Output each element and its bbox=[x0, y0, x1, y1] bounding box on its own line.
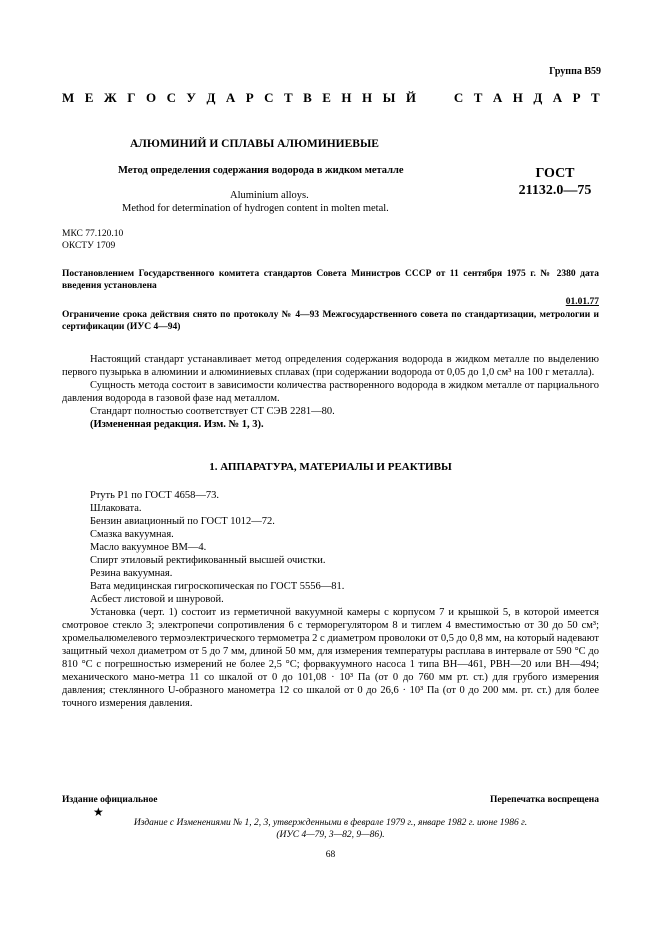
banner-letter: А bbox=[552, 90, 563, 105]
footer-row bbox=[62, 795, 599, 805]
banner-letter: Е bbox=[84, 90, 94, 105]
list-item: Резина вакуумная. bbox=[90, 568, 173, 579]
banner-letter: У bbox=[186, 90, 196, 105]
banner-letter: В bbox=[303, 90, 312, 105]
gost-number: 21132.0—75 bbox=[518, 183, 592, 198]
list-item: Бензин авиационный по ГОСТ 1012—72. bbox=[90, 516, 275, 527]
banner-letter: М bbox=[62, 90, 75, 105]
banner-letter: Ж bbox=[103, 90, 117, 105]
banner-letter: Д bbox=[533, 90, 543, 105]
banner-letter: А bbox=[225, 90, 236, 105]
reprint-prohibited-label: Перепечатка воспрещена bbox=[489, 795, 599, 805]
introduction-date: 01.01.77 bbox=[565, 297, 599, 307]
banner-letter: Т bbox=[591, 90, 600, 105]
intro-paragraph-3: Стандарт полностью соответствует СТ СЭВ 2281—80. bbox=[90, 406, 335, 417]
banner-letter: Р bbox=[572, 90, 581, 105]
official-edition-label: Издание официальное bbox=[62, 795, 158, 805]
document-title: АЛЮМИНИЙ И СПЛАВЫ АЛЮМИНИЕВЫЕ bbox=[130, 138, 379, 150]
classification-codes bbox=[62, 228, 123, 252]
banner-letter: Е bbox=[322, 90, 331, 105]
banner-letter: С bbox=[264, 90, 274, 105]
amendment-note: (Измененная редакция. Изм. № 1, 3). bbox=[90, 419, 264, 430]
english-title-line2: Method for determination of hydrogen content in molten metal. bbox=[122, 203, 389, 214]
banner-letter bbox=[426, 90, 429, 106]
gost-label: ГОСТ bbox=[535, 166, 575, 181]
materials-list bbox=[62, 489, 599, 710]
banner-letter: А bbox=[492, 90, 503, 105]
list-item: Смазка вакуумная. bbox=[90, 529, 174, 540]
limitation-text: Ограничение срока действия снято по протоколу № 4—93 Межгосударственного совета по стандартизации, метрологии и сертификации (ИУС 4—94) bbox=[62, 310, 599, 332]
star-icon: ★ bbox=[93, 805, 104, 819]
document-subtitle: Метод определения содержания водорода в жидком металле bbox=[118, 165, 404, 176]
banner-letter: Н bbox=[341, 90, 352, 105]
page-number: 68 bbox=[325, 850, 336, 860]
banner-letter: С bbox=[166, 90, 176, 105]
banner-letter: Д bbox=[206, 90, 216, 105]
section-heading: 1. АППАРАТУРА, МАТЕРИАЛЫ И РЕАКТИВЫ bbox=[209, 461, 452, 473]
banner-letter: Т bbox=[284, 90, 293, 105]
group-code: Группа В59 bbox=[549, 66, 601, 77]
banner-letter: Ы bbox=[382, 90, 396, 105]
banner-letter: Р bbox=[245, 90, 254, 105]
list-item: Асбест листовой и шнуровой. bbox=[90, 594, 224, 605]
edition-note-line1: Издание с Изменениями № 1, 2, 3, утвержденными в феврале 1979 г., январе 1982 г. июне 1986 г. bbox=[133, 818, 528, 828]
resolution-text: Постановлением Государственного комитета стандартов Совета Министров СССР от 11 сентября 1975 г. № 2380 дата введения установлена bbox=[62, 269, 599, 291]
gost-designation bbox=[500, 165, 610, 199]
banner-letter: Н bbox=[362, 90, 373, 105]
list-item: Шлаковата. bbox=[90, 503, 142, 514]
banner-letter bbox=[440, 90, 443, 106]
english-title-line1: Aluminium alloys. bbox=[230, 190, 309, 201]
banner-letter: Й bbox=[405, 90, 416, 105]
list-item: Спирт этиловый ректификованный высшей очистки. bbox=[90, 555, 326, 566]
list-item: Масло вакуумное ВМ—4. bbox=[90, 542, 207, 553]
intro-section bbox=[62, 353, 599, 431]
banner-letter: Г bbox=[127, 90, 136, 105]
list-item: Вата медицинская гигроскопическая по ГОСТ 5556—81. bbox=[90, 581, 345, 592]
banner-letter: Т bbox=[473, 90, 483, 105]
list-item: Ртуть Р1 по ГОСТ 4658—73. bbox=[90, 490, 219, 501]
banner-letter: С bbox=[453, 90, 464, 105]
intro-paragraph-1: Настоящий стандарт устанавливает метод определения содержания водорода в жидком металле по выделению первого пузырька в алюминии и алюминиевых сплавах (при содержании водорода от 0,05 до 1,0 см³ на 100 г металла). bbox=[62, 354, 599, 378]
oksty-code: ОКСТУ 1709 bbox=[62, 241, 116, 251]
banner-letter: Н bbox=[512, 90, 523, 105]
mks-code: МКС 77.120.10 bbox=[62, 229, 124, 239]
standard-banner bbox=[62, 90, 600, 106]
installation-paragraph: Установка (черт. 1) состоит из герметичной вакуумной камеры с корпусом 7 и крышкой 5, в которой имеется смотровое стекло 3; электропечи сопротивления 6 с терморегулятором 8 и тиглем 4 вместимостью от 30 до 50 см³; хромельалюмелевого термоэлектрического термометра 2 с диаметром проволоки от 0,5 до 0,8 мм, на который надевают защитный чехол диаметром от 5 до 7 мм, длиной 50 мм, для измерения температуры расплава в интервале от 590 °С до 810 °С с погрешностью измерений не более 2,5 °С; форвакуумного насоса 1 типа ВН—461, РВН—20 или ВН—494; механического мано-метра 11 со шкалой от 0 до 101,08 · 10³ Па (от 0 до 760 мм рт. ст.) для грубого измерения давления; стеклянного U-образного манометра 12 со шкалой от 0 до 26,6 · 10³ Па (от 0 до 200 мм. рт. ст.) для более точного измерения давления. bbox=[62, 607, 599, 709]
banner-letter: О bbox=[145, 90, 157, 105]
edition-note-line2: (ИУС 4—79, 3—82, 9—86). bbox=[276, 830, 385, 840]
intro-paragraph-2: Сущность метода состоит в зависимости количества растворенного водорода в жидком металле от парциального давления водорода в газовой фазе над металлом. bbox=[62, 380, 599, 404]
